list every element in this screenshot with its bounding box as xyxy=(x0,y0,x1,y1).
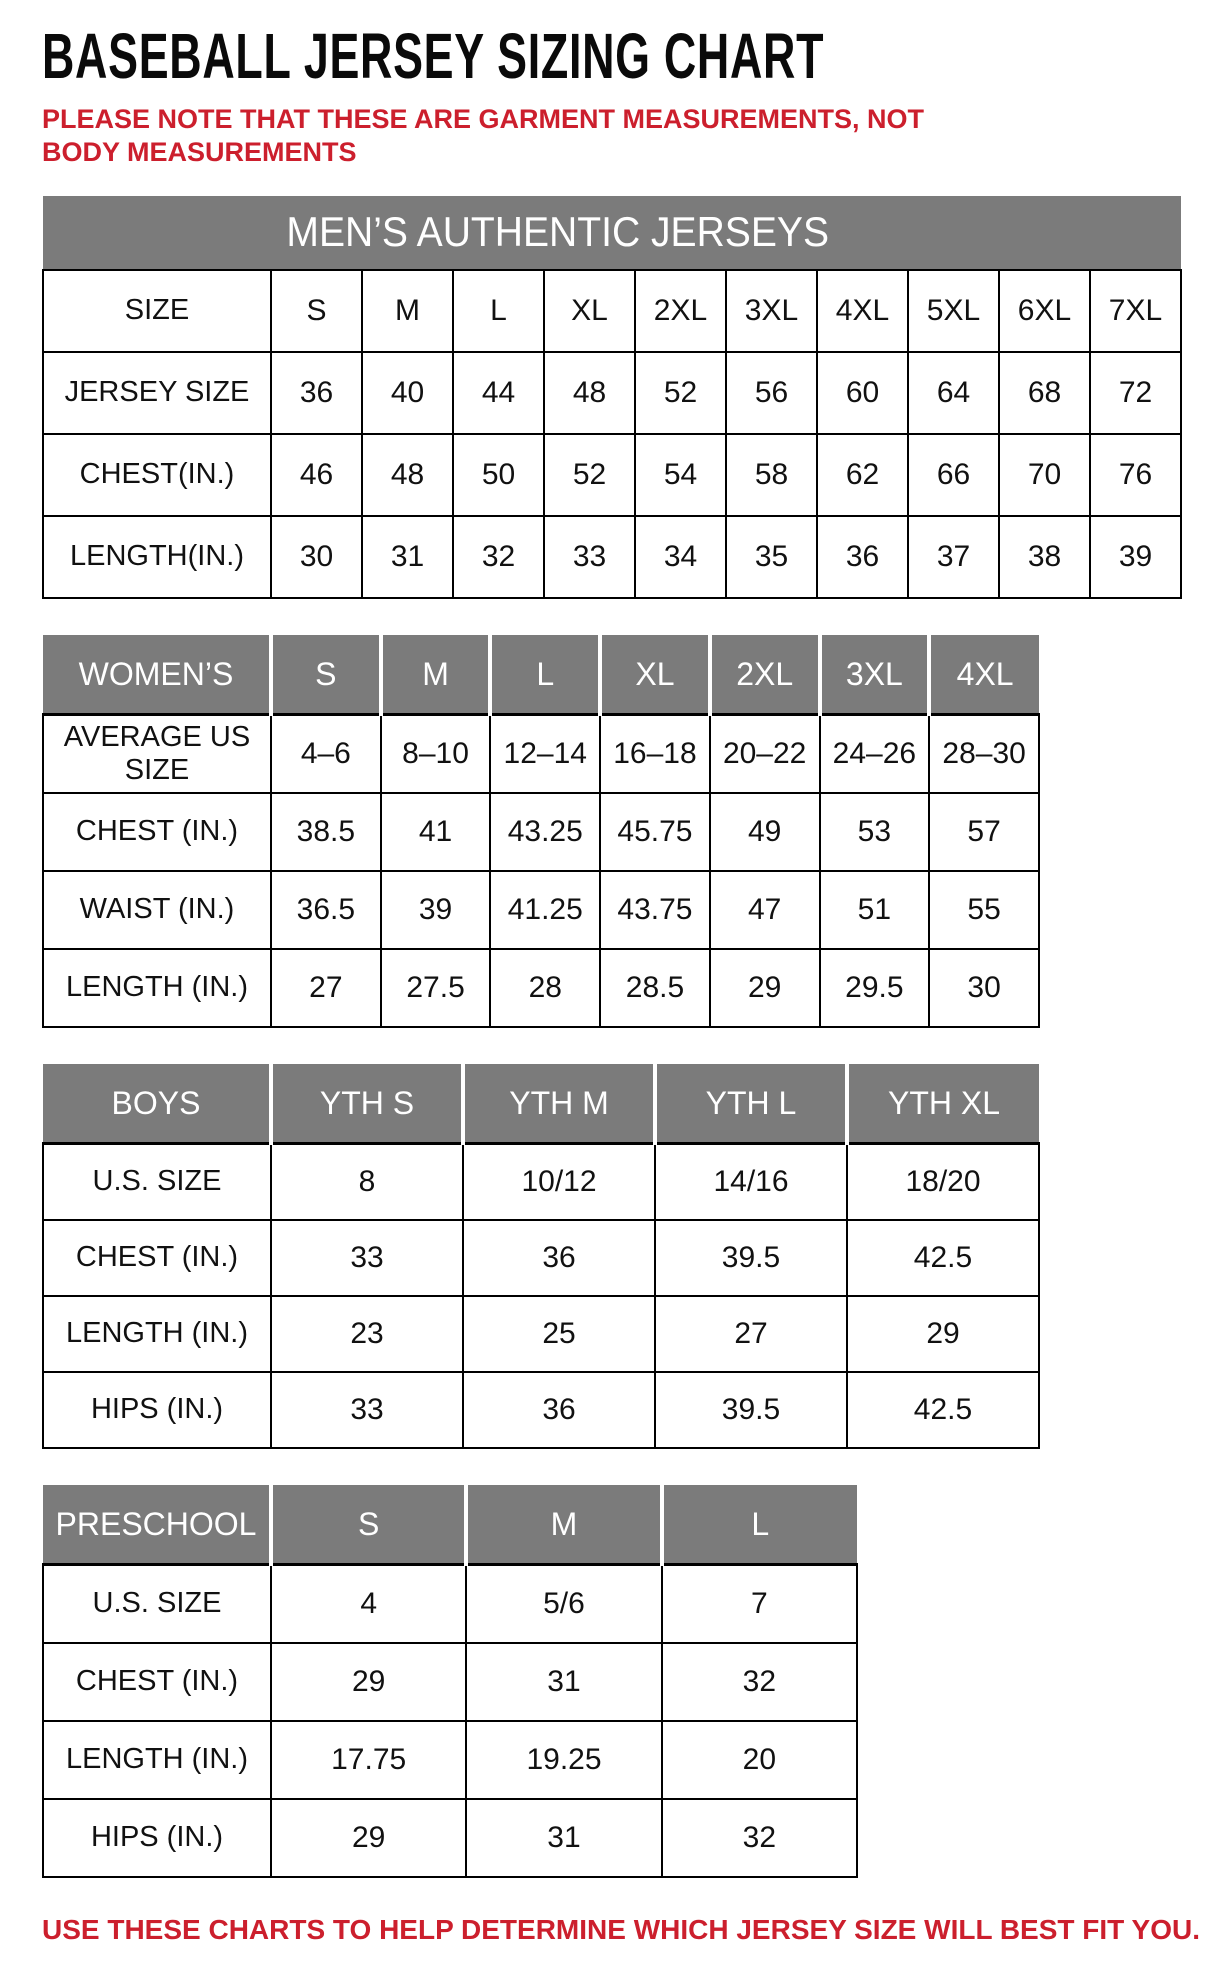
womens-header-cell: XL xyxy=(600,635,710,715)
data-cell: 41.25 xyxy=(490,871,600,949)
womens-row xyxy=(43,949,1039,1027)
data-cell: 2XL xyxy=(635,270,726,352)
data-cell: 29 xyxy=(271,1643,466,1721)
data-cell: 31 xyxy=(466,1643,661,1721)
womens-table xyxy=(42,635,1040,1028)
womens-header-cell: S xyxy=(271,635,381,715)
preschool-header-cell: M xyxy=(466,1485,661,1565)
data-cell: 36 xyxy=(271,352,362,434)
data-cell: 4 xyxy=(271,1565,466,1643)
data-cell: 56 xyxy=(726,352,817,434)
data-cell: 16–18 xyxy=(600,715,710,793)
data-cell: 39 xyxy=(381,871,491,949)
data-cell: 20–22 xyxy=(710,715,820,793)
data-cell: 4–6 xyxy=(271,715,381,793)
data-cell: 49 xyxy=(710,793,820,871)
data-cell: 19.25 xyxy=(466,1721,661,1799)
row-label: LENGTH(IN.) xyxy=(43,516,271,598)
womens-row xyxy=(43,871,1039,949)
data-cell: 8 xyxy=(271,1144,463,1220)
data-cell: 44 xyxy=(453,352,544,434)
data-cell: 39 xyxy=(1090,516,1181,598)
data-cell: 50 xyxy=(453,434,544,516)
data-cell: 12–14 xyxy=(490,715,600,793)
data-cell: 32 xyxy=(662,1799,857,1877)
data-cell: 6XL xyxy=(999,270,1090,352)
data-cell: 52 xyxy=(544,434,635,516)
boys-header-label: BOYS xyxy=(43,1064,271,1144)
data-cell: 48 xyxy=(544,352,635,434)
boys-row xyxy=(43,1144,1039,1220)
data-cell: 51 xyxy=(820,871,930,949)
data-cell: 35 xyxy=(726,516,817,598)
womens-header-label: WOMEN’S xyxy=(43,635,271,715)
data-cell: 33 xyxy=(544,516,635,598)
boys-row xyxy=(43,1296,1039,1372)
data-cell: 53 xyxy=(820,793,930,871)
boys-row xyxy=(43,1372,1039,1448)
mens-row xyxy=(43,516,1181,598)
data-cell: 36.5 xyxy=(271,871,381,949)
data-cell: 32 xyxy=(662,1643,857,1721)
row-label: JERSEY SIZE xyxy=(43,352,271,434)
row-label: LENGTH (IN.) xyxy=(43,1721,271,1799)
data-cell: 57 xyxy=(929,793,1039,871)
womens-header-cell: L xyxy=(490,635,600,715)
row-label: LENGTH (IN.) xyxy=(43,949,271,1027)
boys-header-cell: YTH L xyxy=(655,1064,847,1144)
data-cell: 10/12 xyxy=(463,1144,655,1220)
data-cell: 55 xyxy=(929,871,1039,949)
row-label: CHEST(IN.) xyxy=(43,434,271,516)
data-cell: 29 xyxy=(847,1296,1039,1372)
data-cell: 31 xyxy=(466,1799,661,1877)
tables xyxy=(42,196,1220,1878)
row-label: U.S. SIZE xyxy=(43,1144,271,1220)
data-cell: 34 xyxy=(635,516,726,598)
data-cell: 36 xyxy=(463,1220,655,1296)
row-label: CHEST (IN.) xyxy=(43,1643,271,1721)
row-label: HIPS (IN.) xyxy=(43,1799,271,1877)
preschool-row xyxy=(43,1643,857,1721)
mens-row xyxy=(43,270,1181,352)
data-cell: S xyxy=(271,270,362,352)
data-cell: 54 xyxy=(635,434,726,516)
data-cell: 72 xyxy=(1090,352,1181,434)
garment-measurements-note: PLEASE NOTE THAT THESE ARE GARMENT MEASUREMENTS, NOT BODY MEASUREMENTS xyxy=(42,104,925,167)
womens-row xyxy=(43,793,1039,871)
data-cell: 43.75 xyxy=(600,871,710,949)
data-cell: 36 xyxy=(817,516,908,598)
data-cell: 5XL xyxy=(908,270,999,352)
data-cell: 7XL xyxy=(1090,270,1181,352)
data-cell: 39.5 xyxy=(655,1220,847,1296)
data-cell: 18/20 xyxy=(847,1144,1039,1220)
data-cell: 47 xyxy=(710,871,820,949)
womens-row xyxy=(43,715,1039,793)
page-title: BASEBALL JERSEY SIZING CHART xyxy=(42,20,825,92)
data-cell: 43.25 xyxy=(490,793,600,871)
boys-header-cell: YTH M xyxy=(463,1064,655,1144)
data-cell: 76 xyxy=(1090,434,1181,516)
preschool-table xyxy=(42,1485,858,1878)
data-cell: XL xyxy=(544,270,635,352)
data-cell: 39.5 xyxy=(655,1372,847,1448)
data-cell: M xyxy=(362,270,453,352)
data-cell: 3XL xyxy=(726,270,817,352)
data-cell: L xyxy=(453,270,544,352)
data-cell: 27 xyxy=(271,949,381,1027)
data-cell: 68 xyxy=(999,352,1090,434)
data-cell: 17.75 xyxy=(271,1721,466,1799)
boys-header-row xyxy=(43,1064,1039,1144)
data-cell: 70 xyxy=(999,434,1090,516)
mens-row xyxy=(43,434,1181,516)
preschool-row xyxy=(43,1721,857,1799)
data-cell: 36 xyxy=(463,1372,655,1448)
data-cell: 27 xyxy=(655,1296,847,1372)
mens-row xyxy=(43,352,1181,434)
data-cell: 25 xyxy=(463,1296,655,1372)
data-cell: 41 xyxy=(381,793,491,871)
preschool-header-cell: S xyxy=(271,1485,466,1565)
data-cell: 42.5 xyxy=(847,1220,1039,1296)
data-cell: 31 xyxy=(362,516,453,598)
data-cell: 29 xyxy=(271,1799,466,1877)
preschool-header-row xyxy=(43,1485,857,1565)
row-label: SIZE xyxy=(43,270,271,352)
womens-header-cell: 3XL xyxy=(820,635,930,715)
data-cell: 38.5 xyxy=(271,793,381,871)
data-cell: 38 xyxy=(999,516,1090,598)
data-cell: 30 xyxy=(929,949,1039,1027)
data-cell: 27.5 xyxy=(381,949,491,1027)
data-cell: 8–10 xyxy=(381,715,491,793)
boys-header-cell: YTH XL xyxy=(847,1064,1039,1144)
row-label: CHEST (IN.) xyxy=(43,1220,271,1296)
data-cell: 29.5 xyxy=(820,949,930,1027)
boys-table xyxy=(42,1064,1040,1449)
data-cell: 37 xyxy=(908,516,999,598)
row-label: AVERAGE US SIZE xyxy=(43,715,271,793)
data-cell: 45.75 xyxy=(600,793,710,871)
mens-banner: MEN’S AUTHENTIC JERSEYS xyxy=(43,196,1181,270)
row-label: LENGTH (IN.) xyxy=(43,1296,271,1372)
row-label: HIPS (IN.) xyxy=(43,1372,271,1448)
data-cell: 28 xyxy=(490,949,600,1027)
data-cell: 33 xyxy=(271,1372,463,1448)
data-cell: 62 xyxy=(817,434,908,516)
preschool-row xyxy=(43,1565,857,1643)
data-cell: 60 xyxy=(817,352,908,434)
data-cell: 33 xyxy=(271,1220,463,1296)
data-cell: 32 xyxy=(453,516,544,598)
preschool-header-cell: L xyxy=(662,1485,857,1565)
data-cell: 20 xyxy=(662,1721,857,1799)
row-label: CHEST (IN.) xyxy=(43,793,271,871)
data-cell: 7 xyxy=(662,1565,857,1643)
womens-header-row xyxy=(43,635,1039,715)
data-cell: 46 xyxy=(271,434,362,516)
data-cell: 42.5 xyxy=(847,1372,1039,1448)
data-cell: 58 xyxy=(726,434,817,516)
data-cell: 28–30 xyxy=(929,715,1039,793)
data-cell: 48 xyxy=(362,434,453,516)
row-label: U.S. SIZE xyxy=(43,1565,271,1643)
data-cell: 29 xyxy=(710,949,820,1027)
data-cell: 28.5 xyxy=(600,949,710,1027)
data-cell: 5/6 xyxy=(466,1565,661,1643)
data-cell: 40 xyxy=(362,352,453,434)
data-cell: 14/16 xyxy=(655,1144,847,1220)
preschool-header-label: PRESCHOOL xyxy=(43,1485,271,1565)
footer-text: USE THESE CHARTS TO HELP DETERMINE WHICH JERSEY SIZE WILL BEST FIT YOU. xyxy=(42,1913,1200,1945)
data-cell: 52 xyxy=(635,352,726,434)
womens-header-cell: 4XL xyxy=(929,635,1039,715)
data-cell: 30 xyxy=(271,516,362,598)
data-cell: 24–26 xyxy=(820,715,930,793)
data-cell: 66 xyxy=(908,434,999,516)
data-cell: 4XL xyxy=(817,270,908,352)
womens-header-cell: 2XL xyxy=(710,635,820,715)
data-cell: 23 xyxy=(271,1296,463,1372)
preschool-row xyxy=(43,1799,857,1877)
data-cell: 64 xyxy=(908,352,999,434)
boys-header-cell: YTH S xyxy=(271,1064,463,1144)
mens-table xyxy=(42,196,1182,599)
womens-header-cell: M xyxy=(381,635,491,715)
boys-row xyxy=(43,1220,1039,1296)
row-label: WAIST (IN.) xyxy=(43,871,271,949)
